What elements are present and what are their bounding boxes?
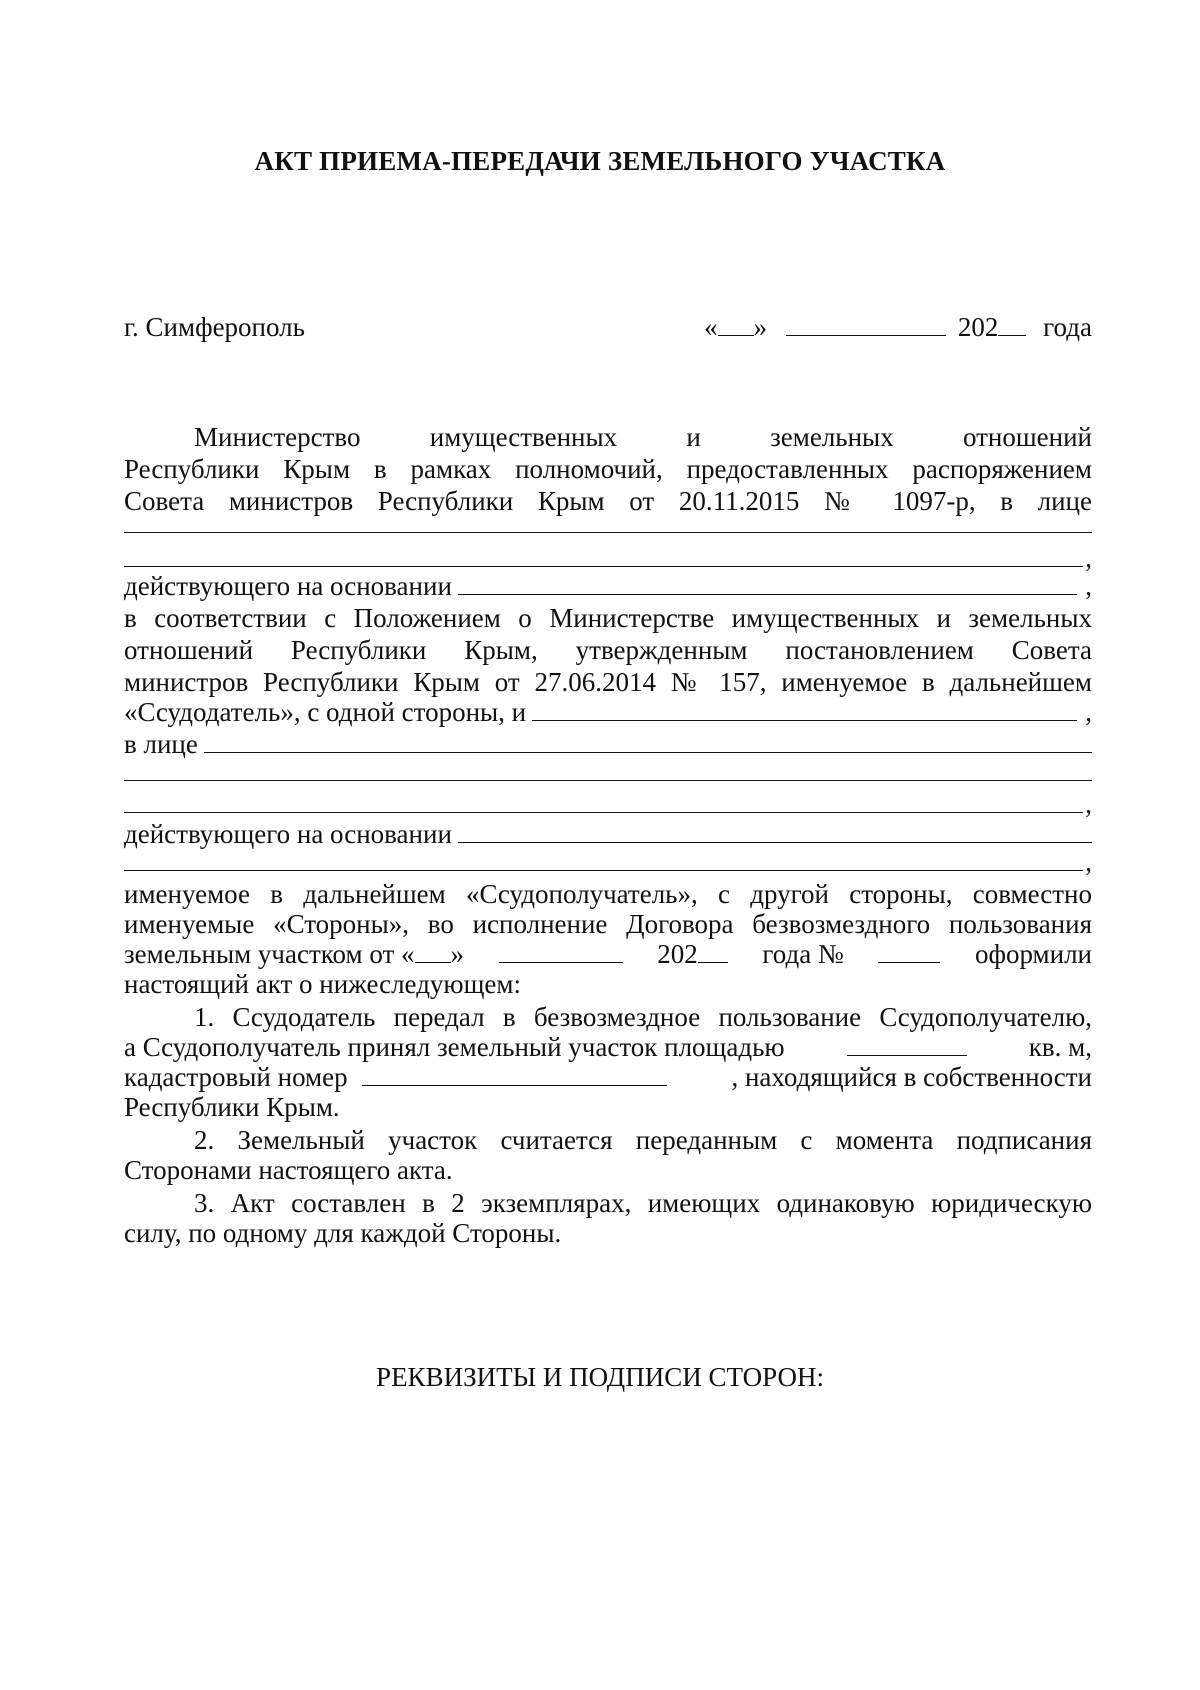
clause-2-line-2: Сторонами настоящего акта. (124, 1155, 453, 1185)
contract-day-blank (415, 940, 451, 963)
borrower-rep-blank-2 (124, 790, 1083, 813)
preamble-line-6: министров Республики Крым от 27.06.2014 № 157, именуемое в дальнейшем (124, 667, 1092, 697)
acting-basis-blank-2 (458, 820, 1092, 843)
lender-party-text: «Ссудодатель», с одной стороны, и (124, 697, 527, 727)
cadastral-wrap (362, 1061, 1092, 1093)
clause-2-line-1: 2. Земельный участок считается переданным с момента подписания (194, 1125, 1092, 1155)
contract-year-wrap: 202 (657, 938, 728, 970)
month-blank (786, 313, 946, 336)
blank-line-2: , (124, 542, 1092, 574)
preamble-line-10 (124, 938, 1092, 970)
preamble-line-8: именуемое в дальнейшем «Ссудополучатель», с другой стороны, совместно (124, 879, 1092, 909)
preamble-line-1: Министерство имущественных и земельных отношений (194, 422, 1092, 452)
acting-basis-blank-3 (124, 848, 1083, 871)
acting-basis-label-2: действующего на основании (124, 819, 452, 849)
borrower-rep-blank (124, 758, 1092, 781)
date-year-word: года (1043, 312, 1092, 342)
preamble-line-9: именуемые «Стороны», во исполнение Договора безвозмездного пользования (124, 909, 1092, 939)
ownership-text: , находящийся в собственности (731, 1062, 1092, 1092)
blank-line-3 (124, 758, 1092, 790)
date-open-quote: « (704, 312, 718, 342)
clause-1-line-4: Республики Крым. (124, 1092, 340, 1122)
preamble-line-3: Совета министров Республики Крым от 20.11.2015 № 1097-р, в лице (124, 486, 1092, 516)
area-text: а Ссудополучатель принял земельный участок площадью (124, 1032, 785, 1062)
contract-number-blank (878, 940, 940, 963)
document-title: АКТ ПРИЕМА-ПЕРЕДАЧИ ЗЕМЕЛЬНОГО УЧАСТКА (254, 146, 946, 176)
cadastral-label: кадастровый номер (124, 1062, 348, 1092)
preamble-line-11: настоящий акт о нижеследующем: (124, 969, 521, 999)
clause-3-line-2: силу, по одному для каждой Стороны. (124, 1218, 562, 1248)
clause-1-line-3 (124, 1061, 1092, 1093)
preamble-line-2: Республики Крым в рамках полномочий, предоставленных распоряжением (124, 454, 1092, 484)
cadastral-blank (362, 1063, 667, 1086)
date-close-quote: » (753, 312, 768, 342)
issued-word: оформили (974, 939, 1092, 969)
clause-1-line-1: 1. Ссудодатель передал в безвозмездное пользование Ссудополучателю, (194, 1002, 1092, 1032)
requisites-heading: РЕКВИЗИТЫ И ПОДПИСИ СТОРОН: (376, 1362, 824, 1392)
blank-line-4: , (124, 788, 1092, 820)
acting-basis-line-1: действующего на основании , (124, 571, 1092, 601)
representative-blank-2 (124, 544, 1083, 567)
blank-line-5: , (124, 846, 1092, 878)
blank-line-1 (124, 510, 1092, 542)
area-unit: кв. м, (1028, 1032, 1092, 1062)
clause-3-line-1: 3. Акт составлен в 2 экземплярах, имеющих одинаковую юридическую (194, 1188, 1092, 1218)
area-blank (847, 1033, 967, 1056)
in-person-label: в лице (124, 729, 198, 759)
contract-year-word: года № (762, 939, 844, 969)
preamble-line-4: в соответствии с Положением о Министерстве имущественных и земельных (124, 603, 1092, 633)
city: г. Симферополь (124, 312, 305, 342)
date-year: 202 (957, 312, 999, 342)
day-blank (718, 313, 754, 336)
preamble-line-7: «Ссудодатель», с одной стороны, и , (124, 697, 1092, 727)
borrower-name-blank (532, 698, 1077, 721)
contract-month-blank (499, 940, 623, 963)
representative-blank (124, 510, 1092, 533)
contract-year-blank (698, 940, 728, 963)
preamble-line-5: отношений Республики Крым, утвержденным постановлением Совета (124, 635, 1092, 665)
in-person-line (124, 728, 1092, 760)
in-person-blank (204, 730, 1092, 753)
date-line (704, 312, 1092, 343)
clause-1-line-2 (124, 1031, 1092, 1063)
contract-date-wrap: земельным участком от « » (124, 939, 465, 969)
acting-basis-blank (458, 572, 1077, 595)
acting-basis-label: действующего на основании (124, 571, 452, 601)
year-blank (998, 313, 1026, 336)
